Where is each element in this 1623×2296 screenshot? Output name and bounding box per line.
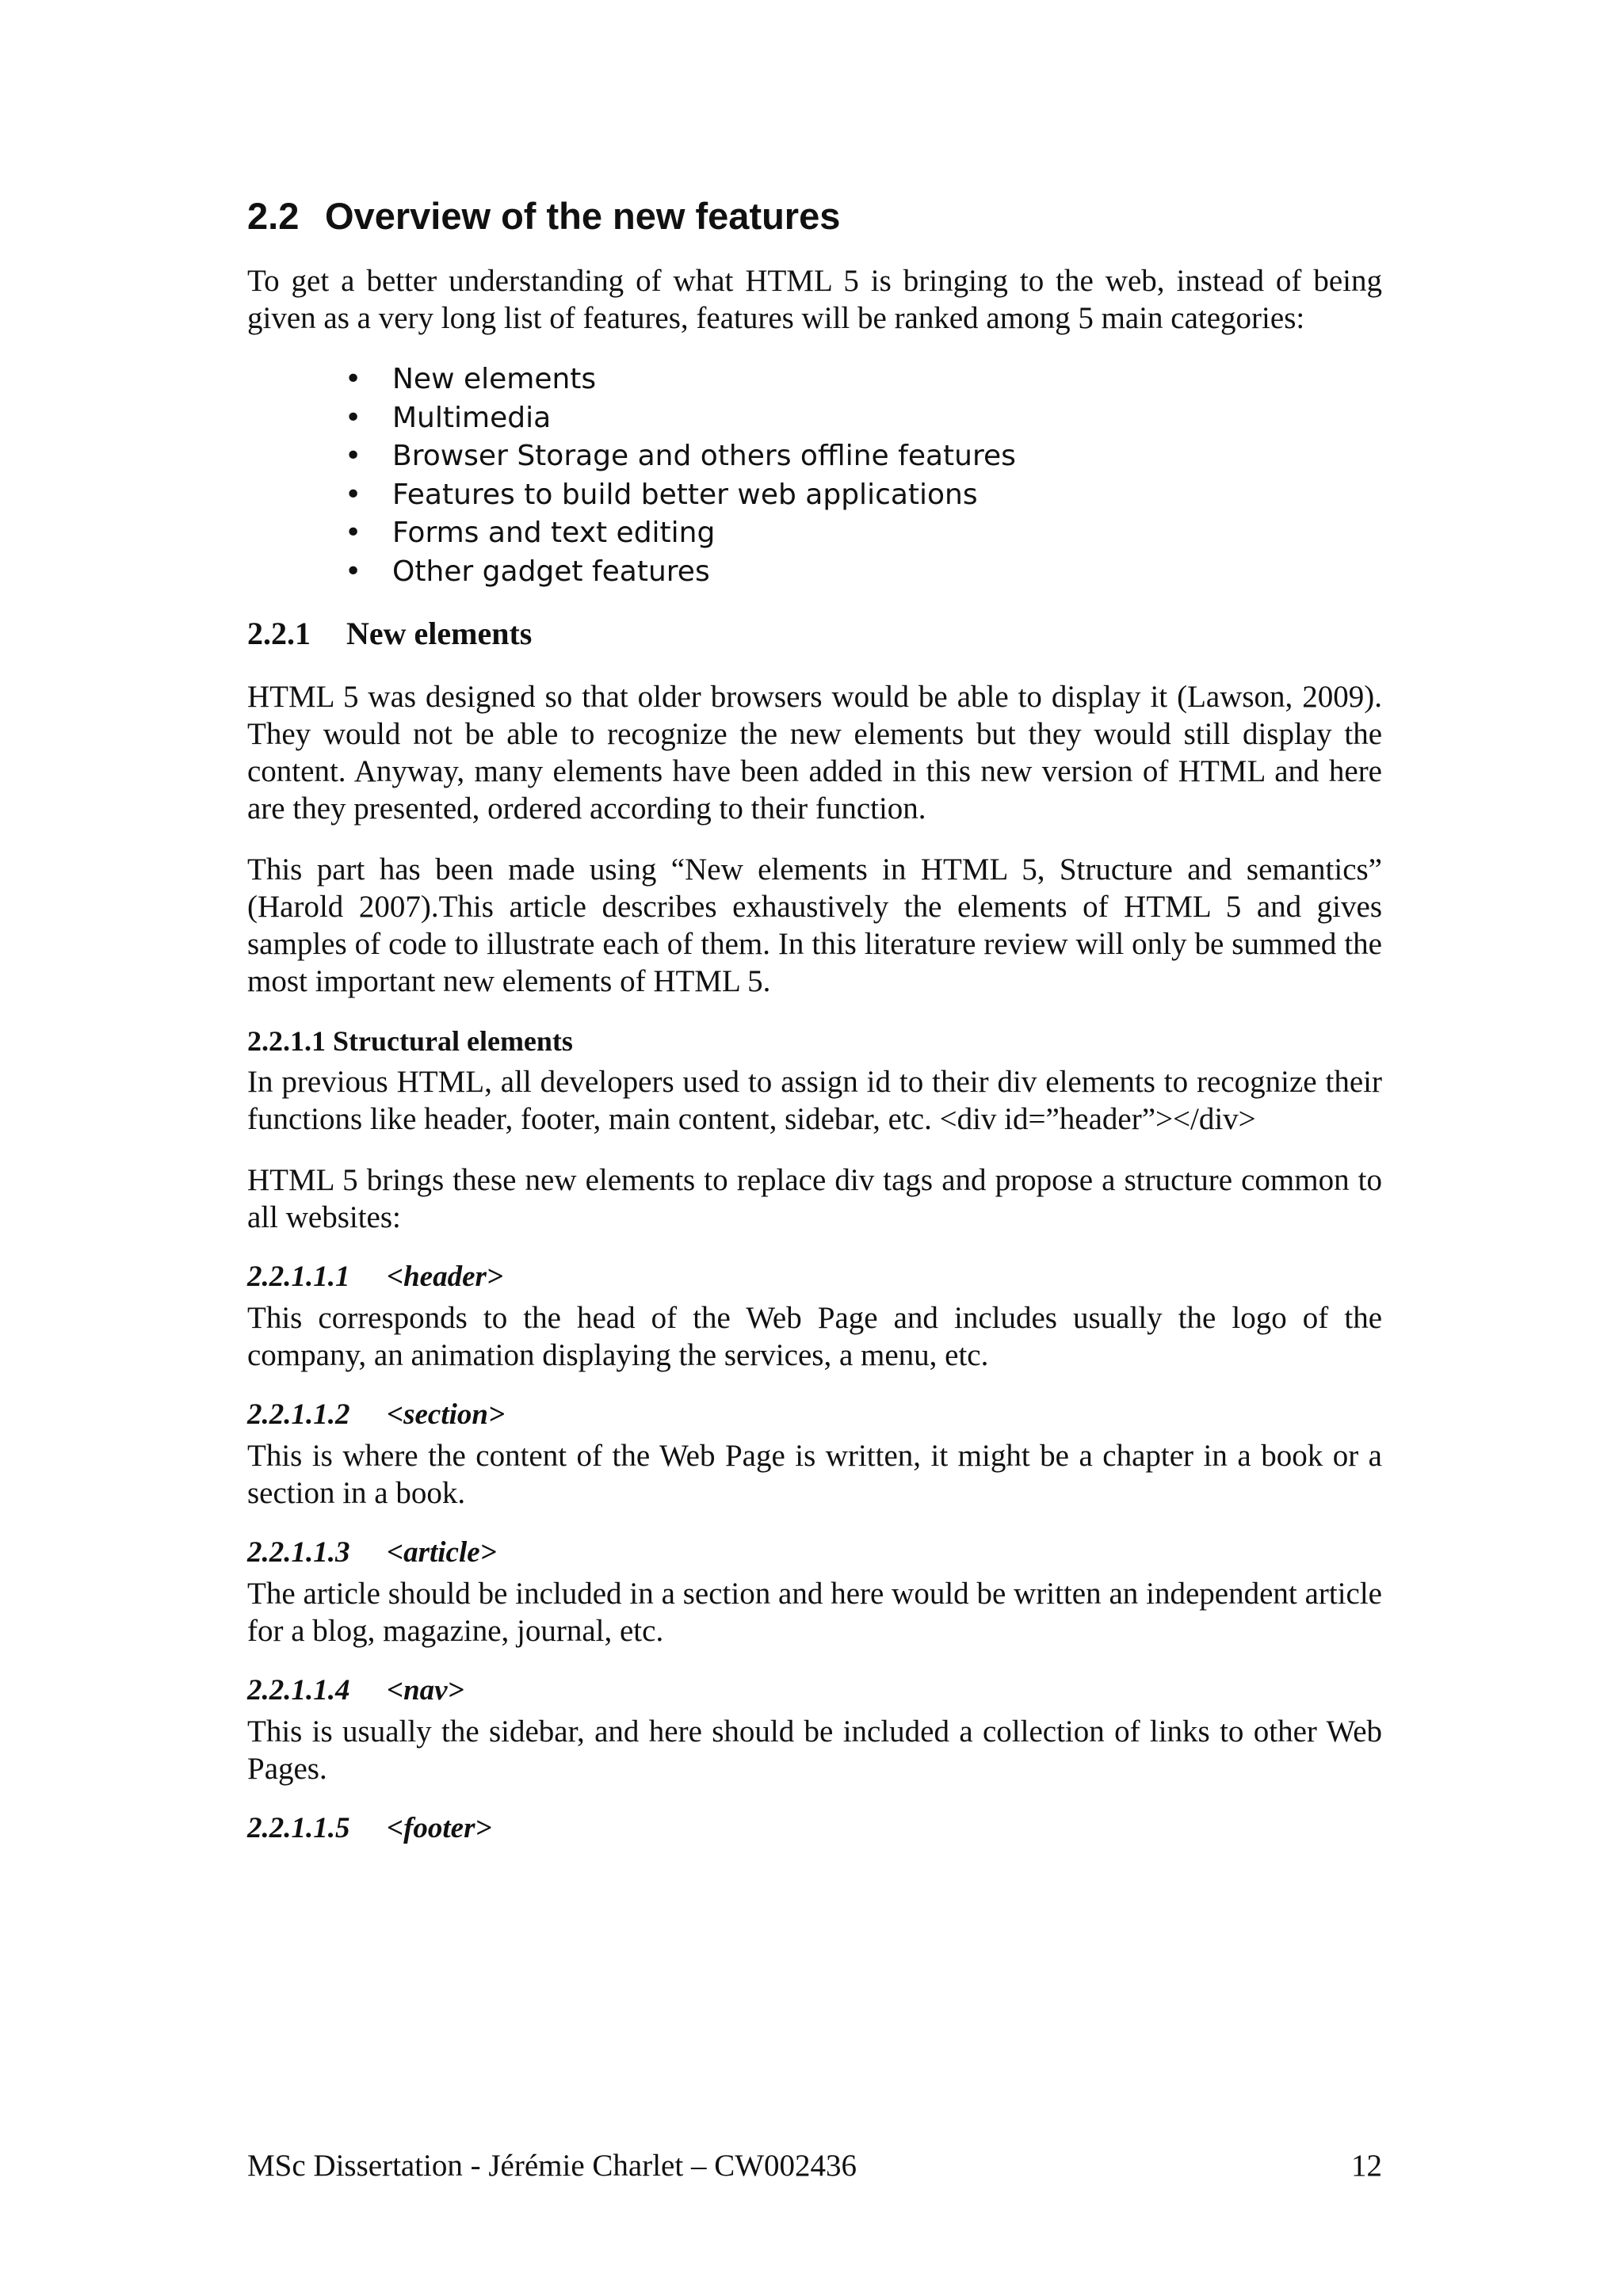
element-heading	[247, 1398, 1382, 1432]
element-tag: <nav>	[387, 1674, 464, 1707]
list-item: • Multimedia	[345, 399, 1382, 438]
paragraph: HTML 5 brings these new elements to replace div tags and propose a structure common to all websites:	[247, 1163, 1382, 1234]
document-page	[247, 194, 1382, 1851]
list-item: • Other gadget features	[345, 553, 1382, 592]
element-heading	[247, 1535, 1382, 1570]
subsection-title: New elements	[346, 616, 533, 651]
list-item: • Features to build better web applications	[345, 476, 1382, 515]
structural-heading: 2.2.1.1 Structural elements	[247, 1025, 573, 1057]
section-title: Overview of the new features	[325, 195, 841, 237]
element-number: 2.2.1.1.4	[247, 1674, 350, 1707]
paragraph: In previous HTML, all developers used to assign id to their div elements to recognize their functions like header, footer, main content, sidebar, etc. <div id=”header”></div>	[247, 1065, 1382, 1136]
section-heading	[247, 194, 1382, 238]
subsection-heading	[247, 615, 1382, 653]
footer-text: MSc Dissertation - Jérémie Charlet – CW002436	[247, 2149, 857, 2183]
page-number: 12	[1351, 2149, 1382, 2183]
element-tag: <section>	[387, 1398, 506, 1431]
element-heading	[247, 1811, 1382, 1846]
element-description: The article should be included in a section and here would be written an independent article for a blog, magazine, journal, etc.	[247, 1577, 1382, 1648]
element-number: 2.2.1.1.5	[247, 1812, 350, 1844]
section-number: 2.2	[247, 195, 300, 237]
section-intro: To get a better understanding of what HTML 5 is bringing to the web, instead of being given as a very long list of features, features will be ranked among 5 main categories:	[247, 264, 1382, 335]
element-number: 2.2.1.1.2	[247, 1398, 350, 1431]
paragraph: HTML 5 was designed so that older browsers would be able to display it (Lawson, 2009). They would not be able to recognize the new elements but they would still display the content. Anyway, many elements have been added in this new version of HTML and here are they presented, ordered according to their function.	[247, 680, 1382, 826]
category-list	[247, 360, 1382, 591]
element-tag: <footer>	[387, 1812, 492, 1844]
element-description: This is usually the sidebar, and here should be included a collection of links to other Web Pages.	[247, 1714, 1382, 1786]
list-item: • Browser Storage and others offline features	[345, 437, 1382, 476]
page-footer	[247, 2147, 1382, 2184]
list-item: • New elements	[345, 360, 1382, 399]
element-description: This corresponds to the head of the Web Page and includes usually the logo of the company, an animation displaying the services, a menu, etc.	[247, 1301, 1382, 1372]
element-tag: <header>	[387, 1261, 503, 1293]
list-item: • Forms and text editing	[345, 514, 1382, 553]
element-number: 2.2.1.1.3	[247, 1536, 350, 1569]
element-description: This is where the content of the Web Page is written, it might be a chapter in a book or a section in a book.	[247, 1439, 1382, 1510]
element-heading	[247, 1260, 1382, 1295]
paragraph: This part has been made using “New elements in HTML 5, Structure and semantics” (Harold 2007).This article describes exhaustively the elements of HTML 5 and gives samples of code to illustrate each of them. In this literature review will only be summed the most important new elements of HTML 5.	[247, 852, 1382, 998]
element-number: 2.2.1.1.1	[247, 1261, 350, 1293]
element-tag: <article>	[387, 1536, 497, 1569]
element-heading	[247, 1673, 1382, 1708]
subsection-number: 2.2.1	[247, 616, 311, 651]
